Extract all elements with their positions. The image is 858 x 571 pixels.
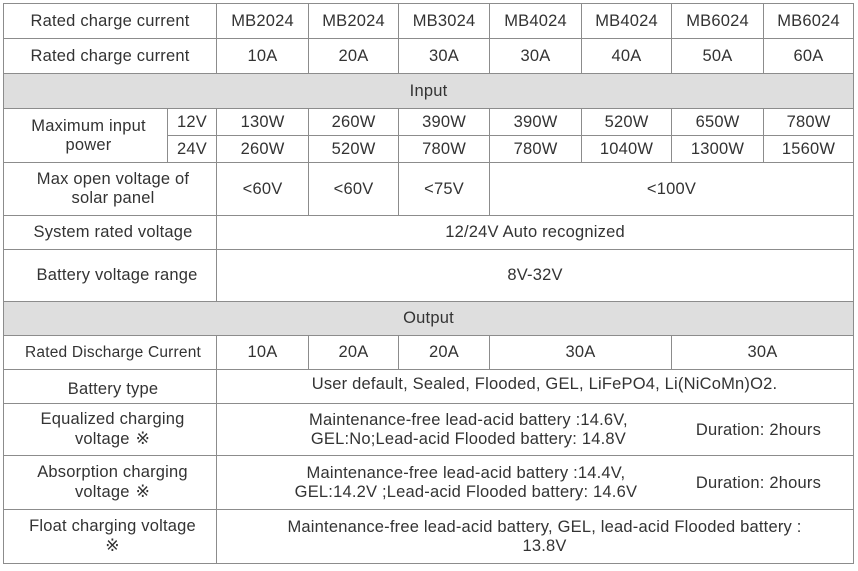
model-cell: MB3024	[399, 4, 490, 39]
text-line: GEL:No;Lead-acid Flooded battery: 14.8V	[310, 429, 626, 448]
label-line: Equalized charging	[40, 410, 185, 428]
value-cell: 130W	[217, 109, 309, 136]
label-line: voltage	[74, 483, 130, 501]
value-cell: 1560W	[764, 136, 854, 163]
value-cell: 20A	[309, 39, 399, 74]
charge-current-row	[4, 39, 854, 74]
row-label: Rated charge current	[4, 39, 217, 74]
voltage-cell: 12V	[168, 109, 217, 136]
note-mark-icon: ※	[105, 536, 120, 555]
row-label: Rated Discharge Current	[4, 336, 217, 370]
value-cell: 780W	[764, 109, 854, 136]
value-cell-float	[217, 510, 854, 564]
row-label-max-input-power	[4, 109, 168, 163]
value-cell: 12/24V Auto recognized	[217, 216, 854, 250]
duration-text: Duration: 2hours	[695, 420, 822, 439]
value-cell: 520W	[582, 109, 672, 136]
label-line: Absorption charging	[37, 463, 188, 481]
value-cell-equalized	[217, 404, 854, 456]
model-cell: MB2024	[217, 4, 309, 39]
system-rated-voltage-row	[4, 216, 854, 250]
value-cell: 650W	[672, 109, 764, 136]
row-label-float	[4, 510, 217, 564]
value-cell: 260W	[309, 109, 399, 136]
note-mark-icon: ※	[135, 482, 151, 501]
row-label-equalized	[4, 404, 217, 456]
value-cell: 30A	[490, 336, 672, 370]
value-cell-absorption	[217, 456, 854, 510]
value-cell: 390W	[399, 109, 490, 136]
value-cell: 30A	[672, 336, 854, 370]
value-cell: 50A	[672, 39, 764, 74]
value-cell: 780W	[399, 136, 490, 163]
label-line: Float charging voltage	[29, 517, 196, 535]
text-line: Maintenance-free lead-acid battery :14.6V,	[309, 410, 628, 429]
label-line: power	[65, 135, 112, 154]
value-cell: 8V-32V	[217, 250, 854, 302]
value-cell: 10A	[217, 39, 309, 74]
battery-type-row	[4, 370, 854, 404]
model-cell: MB4024	[490, 4, 582, 39]
absorption-charging-row	[4, 456, 854, 510]
row-label: System rated voltage	[4, 216, 217, 250]
equalized-charging-row	[4, 404, 854, 456]
value-cell: User default, Sealed, Flooded, GEL, LiFePO4, Li(NiCoMn)O2.	[217, 370, 854, 404]
value-cell: 1040W	[582, 136, 672, 163]
max-input-power-12v-row	[4, 109, 854, 136]
row-label-max-open-voltage	[4, 163, 217, 216]
value-cell: 30A	[399, 39, 490, 74]
text-line: Maintenance-free lead-acid battery :14.4V,	[306, 463, 626, 482]
label-line: Maximum input	[31, 116, 146, 135]
row-label: Battery voltage range	[4, 250, 217, 302]
value-cell: 1300W	[672, 136, 764, 163]
row-label: Battery type	[4, 370, 217, 404]
voltage-text	[295, 464, 637, 502]
text-line: GEL:14.2V ;Lead-acid Flooded battery: 14.6V	[294, 482, 638, 501]
section-title-input: Input	[4, 74, 854, 109]
voltage-cell: 24V	[168, 136, 217, 163]
value-cell: <100V	[490, 163, 854, 216]
label-line: Max open voltage of	[36, 170, 190, 188]
value-cell: 260W	[217, 136, 309, 163]
value-cell: <60V	[309, 163, 399, 216]
row-label: Rated charge current	[4, 4, 217, 39]
rated-discharge-current-row	[4, 336, 854, 370]
text-line: Maintenance-free lead-acid battery, GEL, lead-acid Flooded battery :	[287, 517, 802, 536]
model-cell: MB4024	[582, 4, 672, 39]
value-cell: 20A	[309, 336, 399, 370]
value-cell: 20A	[399, 336, 490, 370]
value-cell: <75V	[399, 163, 490, 216]
value-cell: 60A	[764, 39, 854, 74]
label-line: voltage	[74, 430, 130, 448]
value-cell: 390W	[490, 109, 582, 136]
section-title-output: Output	[4, 302, 854, 336]
voltage-text	[309, 411, 628, 449]
label-line: solar panel	[71, 189, 155, 207]
row-label-absorption	[4, 456, 217, 510]
output-section-row	[4, 302, 854, 336]
value-cell: 30A	[490, 39, 582, 74]
max-open-voltage-row	[4, 163, 854, 216]
note-mark-icon: ※	[135, 429, 151, 448]
battery-voltage-range-row	[4, 250, 854, 302]
text-line: 13.8V	[522, 536, 567, 555]
model-cell: MB6024	[764, 4, 854, 39]
spec-table	[3, 3, 854, 564]
duration-text: Duration: 2hours	[695, 473, 822, 492]
float-charging-row	[4, 510, 854, 564]
value-cell: 40A	[582, 39, 672, 74]
model-header-row	[4, 4, 854, 39]
value-cell: <60V	[217, 163, 309, 216]
value-cell: 780W	[490, 136, 582, 163]
model-cell: MB2024	[309, 4, 399, 39]
model-cell: MB6024	[672, 4, 764, 39]
input-section-row	[4, 74, 854, 109]
value-cell: 520W	[309, 136, 399, 163]
value-cell: 10A	[217, 336, 309, 370]
